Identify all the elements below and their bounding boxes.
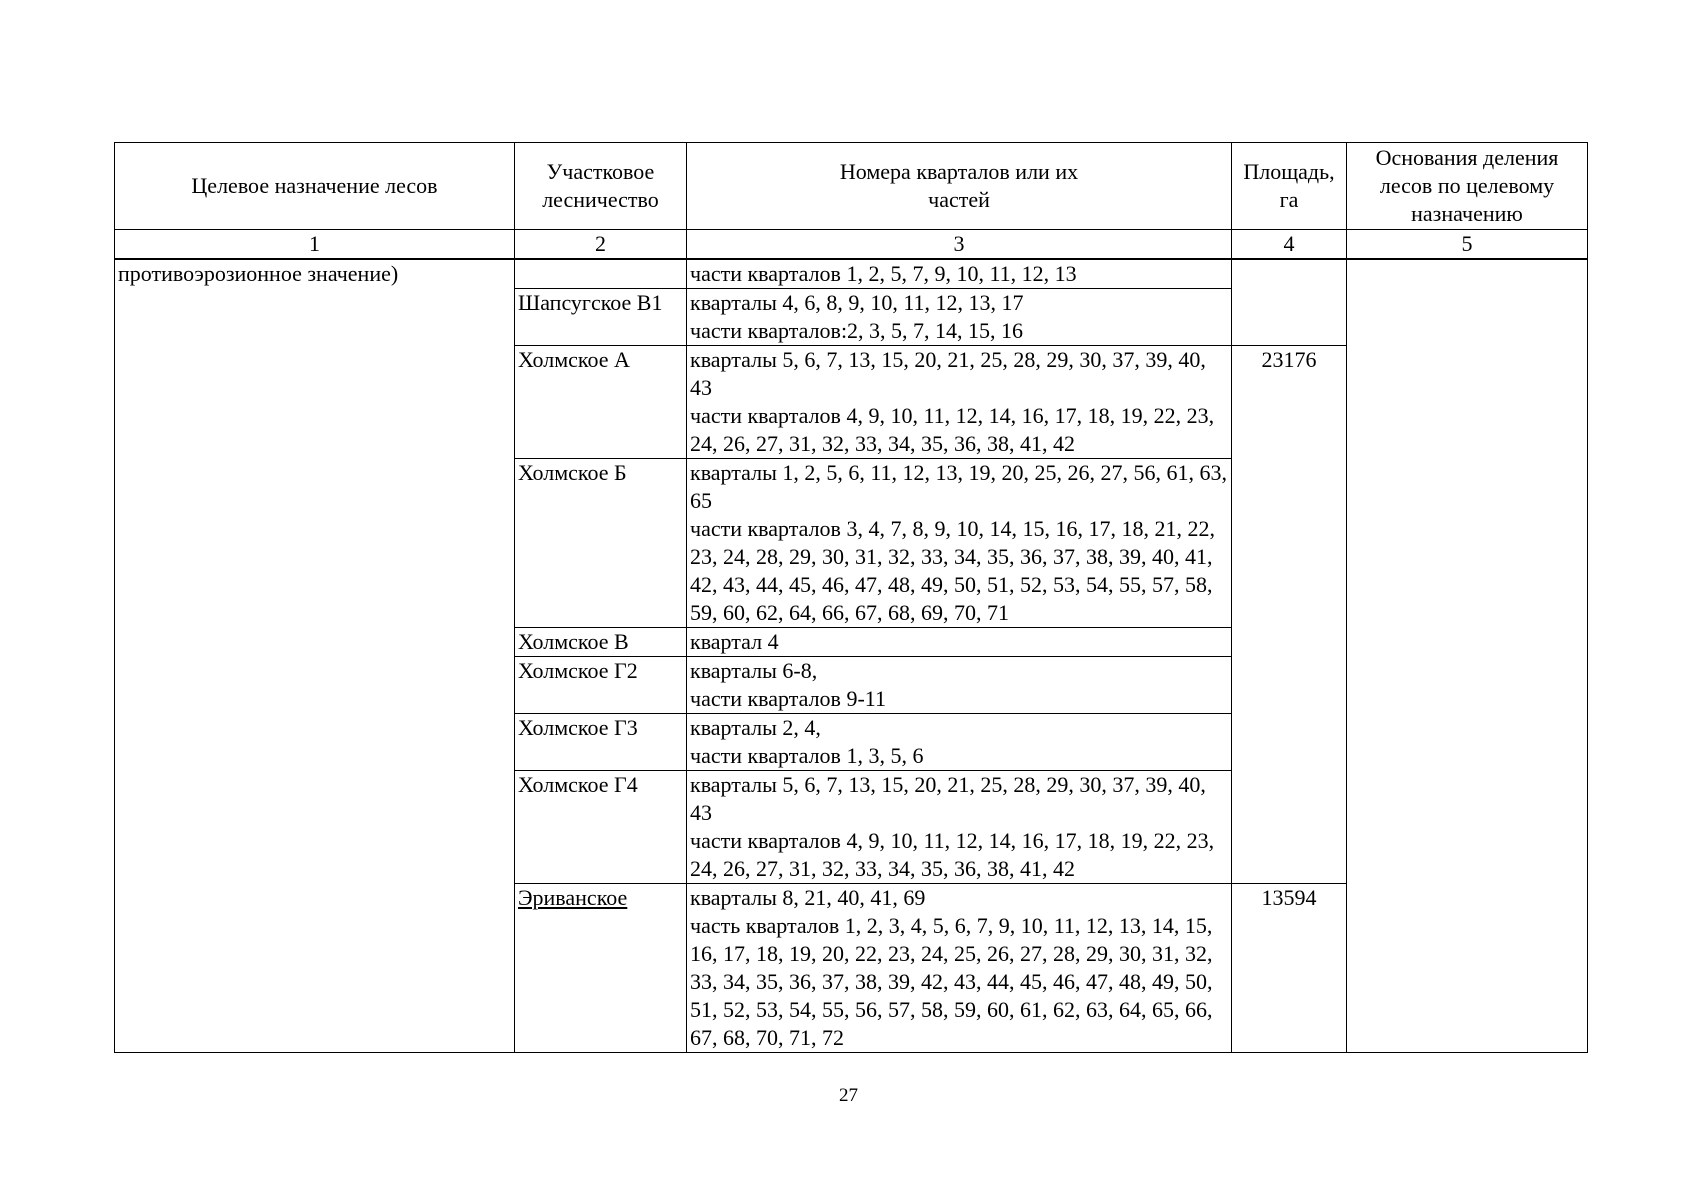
purpose-cell: противоэрозионное значение) <box>115 259 515 1053</box>
forestry-cell: Холмское Г3 <box>515 714 687 771</box>
quarters-line: кварталы 1, 2, 5, 6, 11, 12, 13, 19, 20, 25, 26, 27, 56, 61, 63, 65 <box>690 460 1228 513</box>
quarters-cell <box>687 459 1232 628</box>
forestry-cell: Холмское Б <box>515 459 687 628</box>
col-number: 5 <box>1347 230 1588 260</box>
quarters-line: кварталы 8, 21, 40, 41, 69 <box>690 885 926 910</box>
area-cell <box>1232 289 1347 346</box>
quarters-line: части кварталов 1, 3, 5, 6 <box>690 743 924 768</box>
forest-purpose-table <box>114 142 1588 1053</box>
forestry-cell: Холмское В <box>515 628 687 657</box>
quarters-cell <box>687 289 1232 346</box>
forestry-cell: Шапсугское В1 <box>515 289 687 346</box>
quarters-line: кварталы 5, 6, 7, 13, 15, 20, 21, 25, 28, 29, 30, 37, 39, 40, 43 <box>690 772 1206 825</box>
quarters-line: кварталы 6-8, <box>690 658 818 683</box>
col-number: 3 <box>687 230 1232 260</box>
forestry-cell: Холмское Г2 <box>515 657 687 714</box>
quarters-line: часть кварталов 1, 2, 3, 4, 5, 6, 7, 9, 10, 11, 12, 13, 14, 15, 16, 17, 18, 19, 20, 22, 23, 24, 25, 26, 27, 28, 29, 30, 31, 32, 33, 34, 35, 36, 37, 38, 39, 42, 43, 44, 45, 46, 47, 48, 49, 50, 51, 52, 53, 54, 55, 56, 57, 58, 59, 60, 61, 62, 63, 64, 65, 66, 67, 68, 70, 71, 72 <box>690 913 1213 1050</box>
quarters-cell <box>687 259 1232 289</box>
quarters-cell <box>687 657 1232 714</box>
quarters-line: части кварталов 9-11 <box>690 686 886 711</box>
basis-cell <box>1347 259 1588 1053</box>
forestry-cell: Холмское А <box>515 346 687 459</box>
quarters-line: части кварталов 1, 2, 5, 7, 9, 10, 11, 12, 13 <box>690 261 1077 286</box>
quarters-cell <box>687 346 1232 459</box>
col-number: 4 <box>1232 230 1347 260</box>
quarters-line: кварталы 5, 6, 7, 13, 15, 20, 21, 25, 28, 29, 30, 37, 39, 40, 43 <box>690 347 1206 400</box>
area-cell: 13594 <box>1232 884 1347 1053</box>
quarters-line: части кварталов 4, 9, 10, 11, 12, 14, 16, 17, 18, 19, 22, 23, 24, 26, 27, 31, 32, 33, 34, 35, 36, 38, 41, 42 <box>690 828 1215 881</box>
header-quarters: Номера кварталов или их частей <box>687 143 1232 230</box>
header-forestry: Участковое лесничество <box>515 143 687 230</box>
table-row <box>115 259 1588 289</box>
header-area: Площадь, га <box>1232 143 1347 230</box>
quarters-cell <box>687 884 1232 1053</box>
quarters-line: части кварталов 3, 4, 7, 8, 9, 10, 14, 15, 16, 17, 18, 21, 22, 23, 24, 28, 29, 30, 31, 32, 33, 34, 35, 36, 37, 38, 39, 40, 41, 42, 43, 44, 45, 46, 47, 48, 49, 50, 51, 52, 53, 54, 55, 57, 58, 59, 60, 62, 64, 66, 67, 68, 69, 70, 71 <box>690 516 1215 625</box>
quarters-line: части кварталов 4, 9, 10, 11, 12, 14, 16, 17, 18, 19, 22, 23, 24, 26, 27, 31, 32, 33, 34, 35, 36, 38, 41, 42 <box>690 403 1215 456</box>
quarters-cell <box>687 628 1232 657</box>
table-header-row <box>115 143 1588 230</box>
quarters-line: части кварталов:2, 3, 5, 7, 14, 15, 16 <box>690 318 1024 343</box>
area-cell <box>1232 259 1347 289</box>
quarters-line: кварталы 2, 4, <box>690 715 821 740</box>
header-purpose: Целевое назначение лесов <box>115 143 515 230</box>
forestry-cell <box>515 259 687 289</box>
quarters-cell <box>687 714 1232 771</box>
forestry-cell <box>515 884 687 1053</box>
forestry-name: Эриванское <box>518 885 628 910</box>
quarters-cell <box>687 771 1232 884</box>
quarters-line: кварталы 4, 6, 8, 9, 10, 11, 12, 13, 17 <box>690 290 1024 315</box>
header-basis: Основания деления лесов по целевому назначению <box>1347 143 1588 230</box>
quarters-line: квартал 4 <box>690 629 779 654</box>
col-number: 1 <box>115 230 515 260</box>
forestry-cell: Холмское Г4 <box>515 771 687 884</box>
area-cell: 23176 <box>1232 346 1347 884</box>
col-number: 2 <box>515 230 687 260</box>
column-number-row <box>115 230 1588 260</box>
page-number: 27 <box>839 1085 858 1106</box>
